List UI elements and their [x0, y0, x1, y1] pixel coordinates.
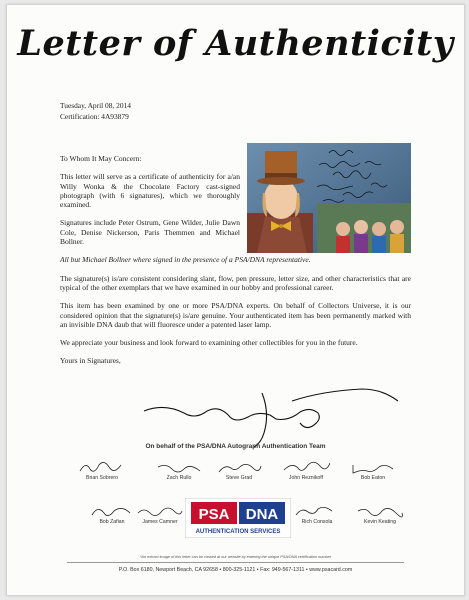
- authenticator-name: Brian Sobrero: [85, 475, 118, 481]
- signature-icon: [356, 505, 404, 519]
- signed-photograph: [247, 143, 411, 253]
- letter-page: [6, 4, 465, 596]
- logo-psa-text: PSA: [198, 506, 230, 523]
- authenticator-bob-eaton: [338, 461, 408, 481]
- paragraph-signatures: Signatures include Peter Ostrum, Gene Wilder, Julie Dawn Cole, Denise Nickerson, Paris Themmen and Michael Bollner.: [60, 218, 240, 247]
- footer-address: P.O. Box 6180, Newport Beach, CA 92658 • 800-325-1121 • Fax: 949-567-1311 • www.psacard.com: [118, 567, 353, 573]
- main-signature-stroke: [142, 387, 402, 447]
- team-heading: On behalf of the PSA/DNA Autograph Authentication Team: [145, 443, 326, 450]
- paragraph-item-description: This letter will serve as a certificate of authenticity for a/an Willy Wonka & the Chocolate Factory cast-signed photograph (with 6 signatures), which we thoroughly examined.: [60, 172, 240, 210]
- authenticator-brian-sobrero: [67, 461, 137, 481]
- signature-icon: [155, 461, 203, 475]
- authenticator-name: Rich Consola: [301, 519, 333, 525]
- main-signature: [142, 387, 402, 447]
- signature-icon: [293, 505, 341, 519]
- footer-note: *An extract image of this letter can be viewed at our website by entering the unique PSA/DNA certification number: [139, 555, 332, 559]
- paragraph-examination: This item has been examined by one or more PSA/DNA experts. On behalf of Collectors Universe, it is our considered opinion that the signature(s) is/are genuine. Your authenticated item has been permanently marked with an invisible DNA daub that will fluoresce under a patented laser lamp.: [60, 301, 411, 329]
- signature-icon: [78, 461, 126, 475]
- letter-title: Letter of Authenticity: [17, 23, 454, 64]
- logo-dna-text: DNA: [245, 506, 279, 523]
- authenticator-name: John Reznikoff: [288, 475, 324, 481]
- letter-date: Tuesday, April 08, 2014: [60, 101, 131, 110]
- authenticator-name: Kevin Keating: [363, 519, 396, 525]
- signature-icon: [136, 505, 184, 519]
- psa-dna-logo: [185, 498, 291, 538]
- signature-icon: [282, 461, 330, 475]
- authenticator-kevin-keating: [345, 505, 415, 525]
- authenticator-john-reznikoff: [271, 461, 341, 481]
- logo-subtitle: AUTHENTICATION SERVICES: [195, 529, 281, 535]
- authenticator-rich-consola: [282, 505, 352, 525]
- paragraph-appreciation: We appreciate your business and look forward to examining other collectibles for you in the future.: [60, 338, 358, 348]
- salutation: To Whom It May Concern:: [60, 154, 142, 163]
- authenticator-name: Bob Zafian: [99, 519, 125, 525]
- footer-divider: [67, 562, 404, 563]
- authenticator-name: Bob Eaton: [360, 475, 386, 481]
- signature-icon: [215, 461, 263, 475]
- photo-illustration: [247, 143, 411, 253]
- authenticator-name: James Camner: [142, 519, 178, 525]
- paragraph-presence-note: All but Michael Bollner where signed in the presence of a PSA/DNA representative.: [60, 255, 311, 265]
- certification-number: Certification: 4A93879: [60, 112, 129, 121]
- closing: Yours in Signatures,: [60, 356, 121, 366]
- letter-meta: [60, 100, 131, 122]
- paragraph-characteristics: The signature(s) is/are consistent considering slant, flow, pen pressure, letter size, and other characteristics that are typical of the other exemplars that we have examined in our hobby and professional career.: [60, 273, 411, 292]
- authenticator-name: Steve Grad: [225, 475, 253, 481]
- authenticator-steve-grad: [204, 461, 274, 481]
- signature-icon: [349, 461, 397, 475]
- authenticator-name: Zach Rullo: [166, 475, 192, 481]
- psa-dna-logo-icon: [185, 498, 291, 538]
